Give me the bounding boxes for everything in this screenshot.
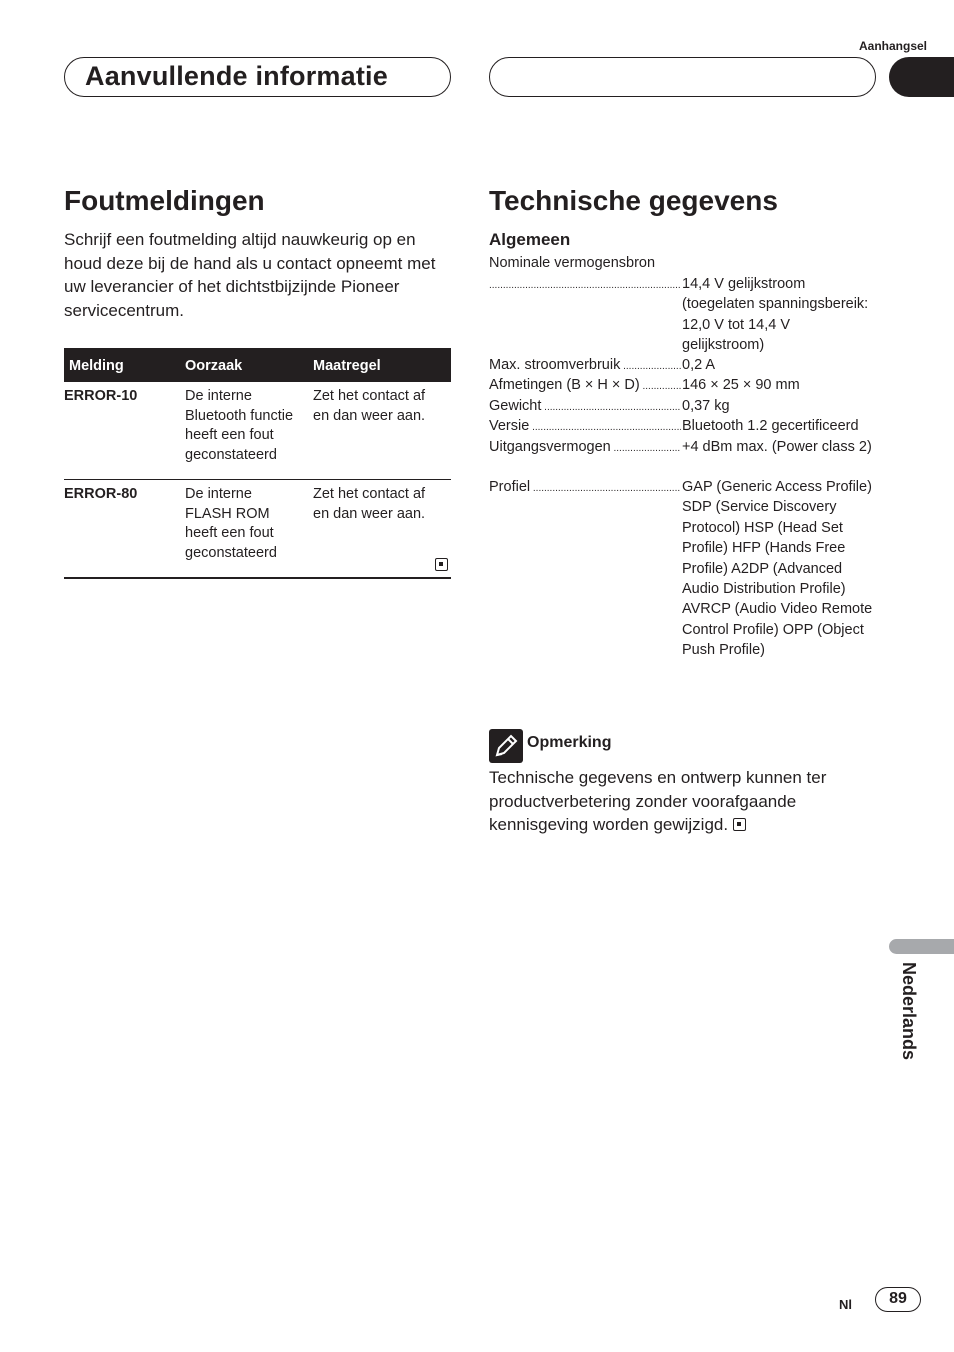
language-code: Nl (839, 1297, 852, 1312)
error-cause: De interne FLASH ROM heeft een fout geconstateerd (179, 480, 307, 579)
error-code: ERROR-10 (64, 382, 179, 480)
table-header-oorzaak: Oorzaak (179, 348, 307, 382)
spec-label: Gewicht ..... (489, 396, 681, 418)
language-tab (889, 939, 954, 954)
section-label: Aanhangsel (858, 39, 927, 53)
error-action: Zet het contact af en dan weer aan. (307, 480, 451, 579)
error-cause: De interne Bluetooth functie heeft een fout geconstateerd (179, 382, 307, 480)
intro-paragraph: Schrijf een foutmelding altijd nauwkeurig op en houd deze bij de hand als u contact opneemt met uw leverancier of het dichtstbijzijnde Pioneer servicecentrum. (64, 230, 436, 320)
heading-foutmeldingen: Foutmeldingen (64, 185, 265, 216)
chapter-title: Aanvullende informatie (85, 61, 388, 91)
language-label: Nederlands (899, 962, 919, 1061)
spec-value: 0,2 A (682, 357, 716, 373)
end-of-section-icon (733, 818, 746, 831)
chapter-title-box (64, 57, 451, 97)
table-header-row (64, 348, 451, 382)
page-number: 89 (875, 1287, 921, 1312)
spec-value: Bluetooth 1.2 gecertificeerd (682, 418, 859, 434)
chapter-title-box-empty (489, 57, 876, 97)
spec-value: 14,4 V gelijkstroom (toegelaten spanningsbereik: 12,0 V tot 14,4 V gelijkstroom) (682, 276, 869, 354)
note-text-body: Technische gegevens en ontwerp kunnen ter productverbetering zonder voorafgaande kennisgeving worden gewijzigd. (489, 768, 827, 834)
error-code: ERROR-80 (64, 480, 179, 579)
heading-technische-gegevens: Technische gegevens (489, 185, 778, 216)
spec-value: 0,37 kg (682, 398, 730, 414)
spec-value: +4 dBm max. (Power class 2) (682, 439, 872, 455)
table-header-maatregel: Maatregel (307, 348, 451, 382)
spec-label: Afmetingen (B × H × D) ..... (489, 375, 681, 397)
table-row (64, 382, 451, 480)
spec-label: Versie ..... (489, 416, 681, 438)
spec-label: Uitgangsvermogen ..... (489, 437, 681, 459)
table-row (64, 480, 451, 579)
spec-row (489, 274, 875, 356)
note-title: Opmerking (527, 734, 612, 751)
spec-label: Profiel ..... (489, 477, 681, 499)
note-text (489, 766, 879, 837)
error-table (64, 348, 451, 579)
spec-label: Nominale vermogensbron (489, 255, 656, 271)
spec-value: 146 × 25 × 90 mm (682, 377, 800, 393)
section-tab (889, 57, 954, 97)
spec-value: GAP (Generic Access Profile) SDP (Service Discovery Protocol) HSP (Head Set Profile) HFP (Hands Free Profile) A2DP (Advanced Audio Distribution Profile) AVRCP (Audio Video Remote Control Profile) OPP (Object Push Profile) (682, 479, 873, 659)
note-pencil-icon (489, 729, 523, 763)
spec-label: Max. stroomverbruik ..... (489, 355, 681, 377)
table-header-melding: Melding (64, 348, 179, 382)
subheading-algemeen: Algemeen (489, 230, 571, 249)
end-of-section-icon (435, 558, 448, 571)
error-action: Zet het contact af en dan weer aan. (307, 382, 451, 480)
spec-leader (489, 274, 681, 296)
